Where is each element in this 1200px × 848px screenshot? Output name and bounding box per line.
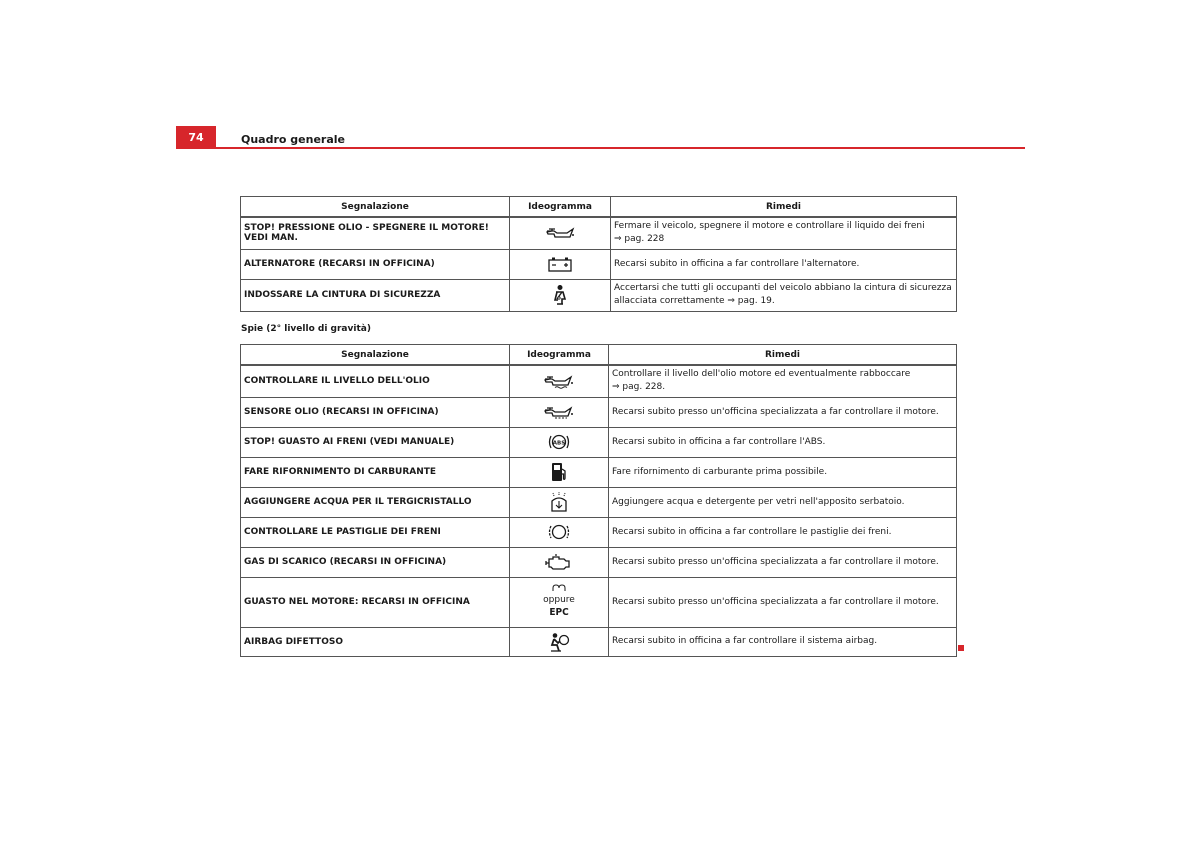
remedy-text: Fermare il veicolo, spegnere il motore e controllare il liquido dei freni (614, 221, 925, 232)
signal-text: ALTERNATORE (RECARSI IN OFFICINA) (241, 249, 510, 279)
signal-text: FARE RIFORNIMENTO DI CARBURANTE (241, 457, 510, 487)
section-end-marker (958, 645, 964, 651)
brake-pads-icon (510, 517, 609, 547)
signal-text: GAS DI SCARICO (RECARSI IN OFFICINA) (241, 547, 510, 577)
remedy-text: Recarsi subito in officina a far controllare l'ABS. (609, 427, 957, 457)
remedy-text: Recarsi subito in officina a far controllare il sistema airbag. (609, 627, 957, 656)
page-reference: allacciata correttamente ⇒ pag. 19. (614, 296, 775, 306)
oil-level-icon (510, 365, 609, 397)
warnings-table-1 (240, 196, 957, 312)
table-row (241, 577, 957, 627)
table-row (241, 427, 957, 457)
table-row (241, 487, 957, 517)
remedy-cell (611, 217, 957, 249)
remedy-text: Recarsi subito in officina a far controllare l'alternatore. (611, 249, 957, 279)
section-subheading: Spie (2° livello di gravità) (241, 324, 371, 334)
remedy-text: Recarsi subito in officina a far controllare le pastiglie dei freni. (609, 517, 957, 547)
col-header-remedy: Rimedi (611, 197, 957, 218)
page-reference: ⇒ pag. 228. (612, 382, 666, 393)
table-row (241, 279, 957, 311)
signal-text: STOP! PRESSIONE OLIO - SPEGNERE IL MOTORE! VEDI MAN. (241, 217, 510, 249)
page-number: 74 (188, 131, 204, 144)
table-row (241, 365, 957, 397)
icon-alternative-label: oppure (543, 595, 575, 605)
remedy-cell (609, 365, 957, 397)
battery-icon (510, 249, 611, 279)
oil-sensor-icon (510, 397, 609, 427)
signal-text: AIRBAG DIFETTOSO (241, 627, 510, 656)
col-header-icon: Ideogramma (510, 345, 609, 366)
signal-text: GUASTO NEL MOTORE: RECARSI IN OFFICINA (241, 577, 510, 627)
remedy-text: Accertarsi che tutti gli occupanti del veicolo abbiano la cintura di sicurezza (614, 283, 952, 293)
oil-can-icon (510, 217, 611, 249)
col-header-remedy: Rimedi (609, 345, 957, 366)
icon-cell (510, 577, 609, 627)
signal-text: CONTROLLARE LE PASTIGLIE DEI FRENI (241, 517, 510, 547)
signal-text: SENSORE OLIO (RECARSI IN OFFICINA) (241, 397, 510, 427)
col-header-icon: Ideogramma (510, 197, 611, 218)
remedy-text: Recarsi subito presso un'officina specializzata a far controllare il motore. (609, 577, 957, 627)
abs-icon (510, 427, 609, 457)
table-row (241, 517, 957, 547)
svg-text:ABS: ABS (552, 440, 566, 447)
glow-plug-icon (551, 584, 567, 594)
remedy-text: Aggiungere acqua e detergente per vetri nell'apposito serbatoio. (609, 487, 957, 517)
remedy-text: Recarsi subito presso un'officina specializzata a far controllare il motore. (609, 547, 957, 577)
table-row (241, 397, 957, 427)
table-row (241, 457, 957, 487)
section-title: Quadro generale (241, 133, 345, 146)
table-header-row (241, 197, 957, 218)
col-header-signal: Segnalazione (241, 345, 510, 366)
signal-text: AGGIUNGERE ACQUA PER IL TERGICRISTALLO (241, 487, 510, 517)
engine-icon (510, 547, 609, 577)
page-reference: ⇒ pag. 228 (614, 234, 665, 245)
col-header-signal: Segnalazione (241, 197, 510, 218)
table-row (241, 547, 957, 577)
warnings-table-2 (240, 344, 957, 657)
washer-fluid-icon (510, 487, 609, 517)
table-row (241, 217, 957, 249)
signal-text: STOP! GUASTO AI FRENI (VEDI MANUALE) (241, 427, 510, 457)
remedy-text: Recarsi subito presso un'officina specializzata a far controllare il motore. (609, 397, 957, 427)
remedy-text: Controllare il livello dell'olio motore ed eventualmente rabboccare (612, 369, 911, 380)
signal-text: INDOSSARE LA CINTURA DI SICUREZZA (241, 279, 510, 311)
remedy-text: Fare rifornimento di carburante prima possibile. (609, 457, 957, 487)
header-rule (176, 147, 1025, 149)
remedy-cell (611, 279, 957, 311)
seatbelt-icon (510, 279, 611, 311)
table-row (241, 249, 957, 279)
table-header-row (241, 345, 957, 366)
fuel-pump-icon (510, 457, 609, 487)
table-row (241, 627, 957, 656)
signal-text: CONTROLLARE IL LIVELLO DELL'OLIO (241, 365, 510, 397)
epc-icon: EPC (549, 607, 569, 618)
airbag-icon (510, 627, 609, 656)
